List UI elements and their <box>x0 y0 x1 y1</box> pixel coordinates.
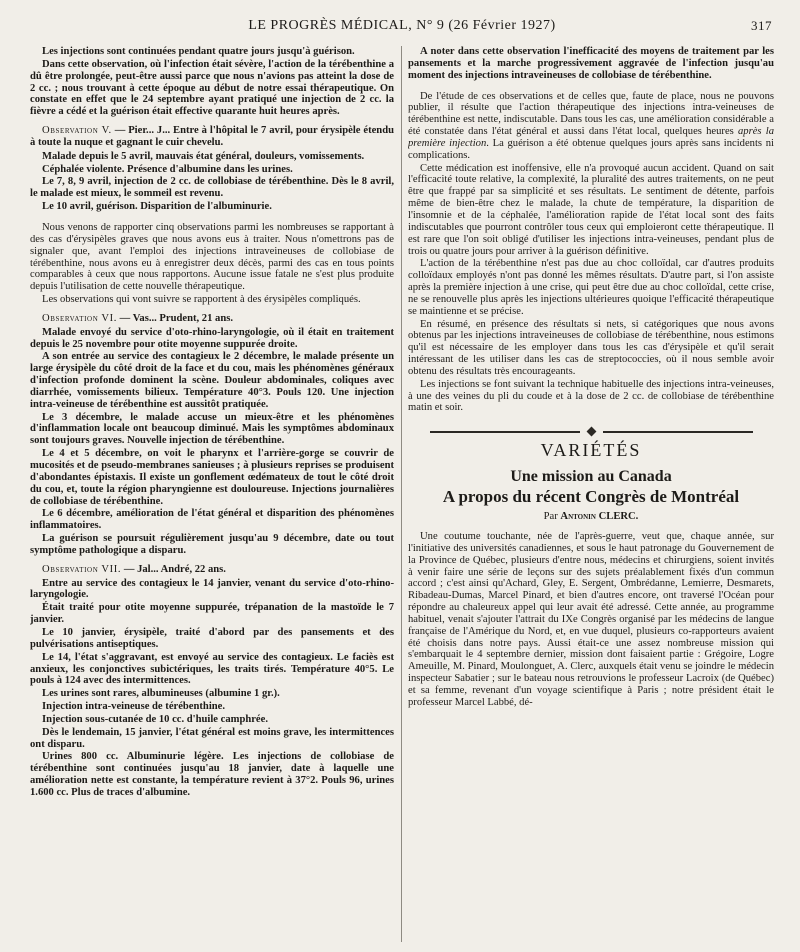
paragraph: Le 10 janvier, érysipèle, traité d'abord par des pansements et des pulvérisations antiseptiques. <box>30 626 394 650</box>
observation-subject: — Pier... J... Entre à l'hôpital le 7 avril, pour érysipèle étendu à toute la nuque et gagnant le cuir chevelu. <box>30 125 394 148</box>
two-column-body <box>30 46 774 944</box>
paragraph: Malade envoyé du service d'oto-rhino-laryngologie, où il était en traitement depuis le 25 novembre pour otite moyenne suppurée droite. <box>30 326 394 350</box>
divider-line <box>603 431 753 433</box>
paragraph: La guérison se poursuit régulièrement jusqu'au 9 décembre, date ou tout symptôme pathologique a disparu. <box>30 533 394 556</box>
observation-subject: — Jal... André, 22 ans. <box>121 563 226 575</box>
paragraph: A noter dans cette observation l'inefficacité des moyens de traitement par les pansements et la marche progressivement aggravée de l'infection jusqu'au moment des injections intraveineuses de collobiase de térébenthine. <box>408 46 774 81</box>
text-run: De l'étude de ces observations et de celles que, faute de place, nous ne pouvons publier, il résulte que l'action thérapeutique des injections intra-veineuses de térébenthine est nette, indiscutable. Dans tous les cas, une amélioration considérable a été constatée dans l'état général et aussi dans l'état local, quelques heures <box>408 90 774 138</box>
paragraph <box>408 91 774 162</box>
observation-heading <box>30 313 394 325</box>
paragraph: Malade depuis le 5 avril, mauvais état général, douleurs, vomissements. <box>42 150 365 162</box>
article-title: Une mission au Canada <box>510 468 672 486</box>
observation-label: Observation VII. <box>42 563 122 575</box>
byline <box>408 511 774 523</box>
article-subtitle: A propos du récent Congrès de Montréal <box>442 487 740 507</box>
paragraph: Injection sous-cutanée de 10 cc. d'huile camphrée. <box>42 713 268 725</box>
byline-prefix: Par <box>543 511 561 523</box>
journal-title: LE PROGRÈS MÉDICAL, N° 9 (26 Février 1927) <box>248 18 556 33</box>
paragraph: Dès le lendemain, 15 janvier, l'état général est moins grave, les intermittences ont disparu. <box>30 726 394 750</box>
observation-label: Observation V. <box>42 125 112 137</box>
observation-label: Observation VI. <box>42 312 118 324</box>
paragraph: Était traité pour otite moyenne suppurée, trépanation de la mastoïde le 7 janvier. <box>30 602 394 626</box>
left-column <box>30 46 394 944</box>
text-run: . La guérison a été obtenue quelques jours après sans incidents ni complications. <box>408 137 774 161</box>
spacer <box>30 214 394 222</box>
running-head <box>30 14 774 36</box>
section-divider <box>408 428 774 435</box>
divider-diamond-icon <box>586 427 596 437</box>
paragraph: Nous venons de rapporter cinq observations parmi les nombreuses se rapportant à des cas d'érysipèles graves que nous avons eus à traiter. Nous n'omettrons pas de signaler que, avant l'emploi des injections intraveineuses de collobiase de térébenthine, nous avons eu à enregistrer deux décès, parmi des cas en tous points comparables à ceux que nous rapportons. Aucune issue fatale ne s'est plus produite depuis l'utilisation de cette nouvelle thérapeutique. <box>30 221 394 293</box>
paragraph: Cette médication est inoffensive, elle n'a provoqué aucun accident. Quand on sait l'efficacité toute relative, la complexité, la pluralité des autres traitements, on ne peut être que frappé par sa simplicité et ses résultats. Le sentiment de détente, parfois même de bien-être chez le malade, la chute de température, la disparition de l'insomnie et de la céphalée, l'amélioration rapide de l'état local sont des faits indiscutables que pourront contrôler tous ceux qui emploieront cette thérapeutique. Il est rare que l'on soit obligé d'utiliser les injections intra-veineuses, pendant plus de trois ou quatre jours pour arriver à la guérison définitive. <box>408 162 774 257</box>
paragraph: Injection intra-veineuse de térébenthine. <box>42 701 226 713</box>
paragraph: Les injections sont continuées pendant quatre jours jusqu'à guérison. <box>42 46 355 57</box>
divider-line <box>430 431 580 433</box>
emphasis: après la première injection <box>408 126 774 149</box>
paragraph: Le 6 décembre, amélioration de l'état général et disparition des phénomènes inflammatoires. <box>30 508 394 532</box>
paragraph: Dans cette observation, où l'infection était sévère, l'action de la térébenthine a dû être prolongée, peut-être aussi parce que nous n'avions pas atteint la dose de 2 cc. ; nous trouvant à cette époque au début de notre essai thérapeutique. On constate en effet que le 24 septembre ayant pratiqué une injection de 2 cc. la fièvre a cédé et la guérison était effective quarante huit heures après. <box>30 58 394 118</box>
paragraph: Céphalée violente. Présence d'albumine dans les urines. <box>42 163 293 175</box>
right-column <box>408 46 774 944</box>
page-number: 317 <box>751 18 772 33</box>
observation-subject: — Vas... Prudent, 21 ans. <box>117 312 233 324</box>
author-name: Antonin CLERC. <box>560 511 639 523</box>
paragraph: En résumé, en présence des résultats si nets, si catégoriques que nous avons obtenus par les injections intraveineuses de collobiase de térébenthine, nous estimons qu'il est nécessaire de les employer dans tous les cas d'érysipèle et qu'il serait intéressant de les utiliser dans les cas de streptococcies, où il nous semble avoir obtenu des résultats très encourageants. <box>408 318 774 377</box>
paragraph: Le 4 et 5 décembre, on voit le pharynx et l'arrière-gorge se couvrir de mucosités et de pseudo-membranes sanieuses ; à plusieurs reprises se produisent d'abondantes épistaxis. Il existe un gonflement œdémateux de tout le côté droit du cou, et, toute la région pharyngienne est douloureuse. Injections journalières de collobiase de térébenthine. <box>30 448 394 507</box>
paragraph: A son entrée au service des contagieux le 2 décembre, le malade présente un large érysipèle du côté droit de la face et du cou, mais les phénomènes généraux d'infection profonde dominent la scène. Douleur abdominales, coliques avec diarrhée, vomissements bilieux. Température 40°3. Pouls 120. Une injection intra-veineuse de térébenthine est aussitôt pratiquée. <box>30 351 394 410</box>
paragraph: Les injections se font suivant la technique habituelle des injections intra-veineuses, à une des veines du pli du coude et à la dose de 2 cc. de collobiase de térébenthine matin et soir. <box>408 378 774 414</box>
observation-heading <box>30 564 394 576</box>
paragraph: Le 7, 8, 9 avril, injection de 2 cc. de collobiase de térébenthine. Dès le 8 avril, le malade est mieux, le sommeil est revenu. <box>30 176 394 200</box>
paragraph: Le 14, l'état s'aggravant, est envoyé au service des contagieux. Le faciès est anxieux, les conjonctives subictériques, les traits tirés. Température 40°5. Le pouls à 124 avec des intermittences. <box>30 651 394 687</box>
paragraph: L'action de la térébenthine n'est pas due au choc colloïdal, car d'autres produits colloïdaux employés n'ont pas donné les mêmes résultats. D'autre part, si l'on assiste après la première injection à une crise, qui peut être due au choc colloïdal, cette crise, ne se renouvelle plus après les injections ultérieures quoique l'efficacité thérapeutique se maintienne et se précise. <box>408 258 774 317</box>
spacer <box>408 83 774 91</box>
paragraph: Une coutume touchante, née de l'après-guerre, veut que, chaque année, sur l'initiative des universités canadiennes, et sous le haut patronage du Gouvernement de la Province de Québec, plusieurs d'entre nous, médecins et chirurgiens, soient invités à venir faire une série de leçons sur des sujets préalablement fixés d'un commun accord ; c'est ainsi qu'Achard, Gley, E. Sergent, Ombrédanne, Lemierre, Desmarets, Ribadeau-Dumas, Marcel Pinard, et bien d'autres encore, ont traversé l'Océan pour répondre au chaleureux appel qui leur avait été adressé. Cette année, au programme habituel, venait s'ajouter l'attrait du IXe Congrès organisé par les médecins de langue française de l'Amérique du Nord, et, en vue duquel, plusieurs co-rapporteurs avaient été choisis dans notre pays. Aussi était-ce une assez nombreuse mission qui s'embarquait le 4 septembre dernier, mission dont faisaient partie : Grégoire, Logre Ameuille, M. Pinard, Moulonguet, A. Clerc, auxquels était venu se joindre le médecin inspecteur Sabatier ; sur le bateau nous retrouvions le professeur Lacroix (de Québec) et sa femme, revenant d'un voyage scientifique à Paris ; notre président était le professeur Marcel Labbé, dé- <box>408 531 774 708</box>
paragraph: Urines 800 cc. Albuminurie légère. Les injections de collobiase de térébenthine sont continuées jusqu'au 18 janvier, date à laquelle une amélioration nette est constante, la température revient à 37°2. Pouls 96, urines 1.600 cc. Plus de traces d'albumine. <box>30 751 394 798</box>
section-title: VARIÉTÉS <box>540 440 642 461</box>
paragraph: Les urines sont rares, albumineuses (albumine 1 gr.). <box>42 688 280 700</box>
paragraph: Entre au service des contagieux le 14 janvier, venant du service d'oto-rhino-laryngologie. <box>30 577 394 601</box>
observation-heading <box>30 125 394 149</box>
paragraph: Le 10 avril, guérison. Disparition de l'albuminurie. <box>42 201 272 213</box>
paragraph: Les observations qui vont suivre se rapportent à des érysipèles compliqués. <box>42 294 361 306</box>
paragraph: Le 3 décembre, le malade accuse un mieux-être et les phénomènes d'inflammation locale ont beaucoup diminué. Mais les symptômes abdominaux sont toujours graves. Nouvelle injection de térébenthine. <box>30 411 394 447</box>
